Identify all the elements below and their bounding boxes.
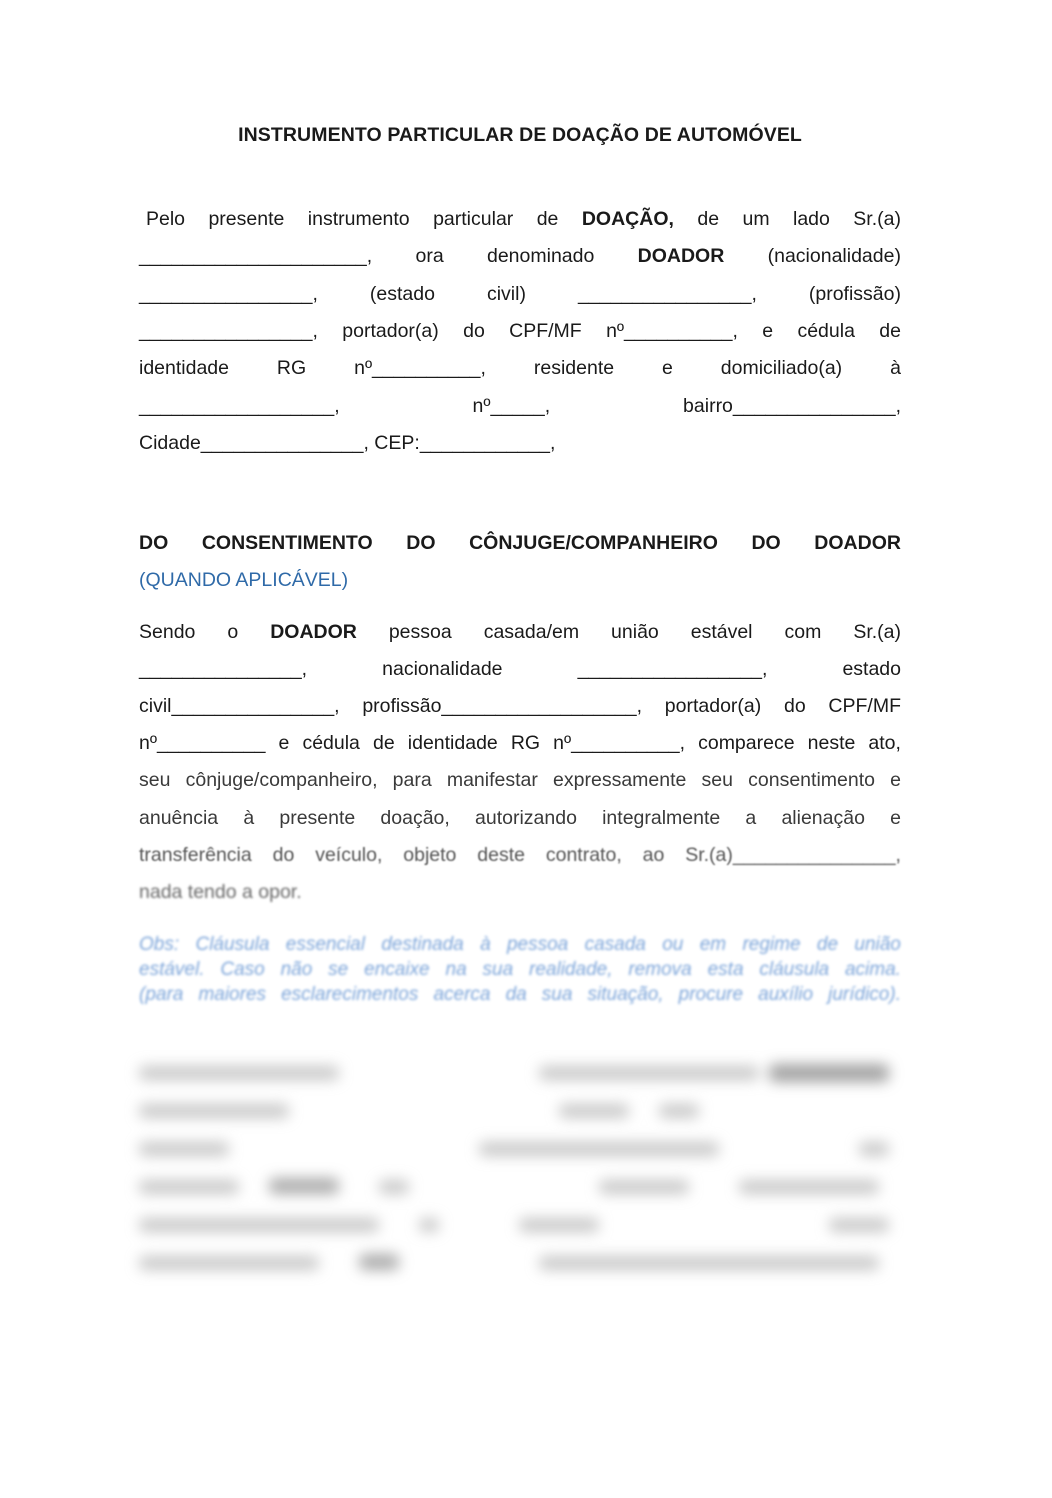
word: e: [890, 806, 901, 829]
word: nº__________,: [553, 732, 686, 755]
intro-line: [139, 320, 901, 346]
heading-word: DO: [139, 532, 169, 554]
word: do: [783, 695, 806, 718]
word: portador(a): [342, 319, 439, 342]
word: particular: [433, 208, 514, 230]
word: regime: [742, 934, 801, 955]
word: comparece: [698, 732, 795, 755]
word: um: [742, 208, 770, 230]
word: Cláusula: [195, 934, 270, 955]
intro-line: [139, 283, 901, 309]
word: RG: [510, 732, 541, 755]
word: expressamente: [553, 769, 687, 792]
body-line: [139, 769, 901, 795]
word: procure: [678, 984, 744, 1005]
word: pessoa: [506, 934, 569, 955]
word: da: [505, 984, 527, 1005]
intro-line: [139, 432, 901, 458]
word: à: [890, 357, 901, 380]
word: não: [280, 959, 313, 980]
word: ________________,: [577, 282, 757, 305]
word: a: [745, 806, 757, 829]
heading-word: DOADOR: [814, 532, 901, 554]
word: RG: [276, 357, 307, 380]
word: identidade: [139, 357, 229, 380]
word: Cidade_______________, CEP:____________,: [139, 431, 556, 454]
heading-word: DO: [406, 532, 436, 554]
intro-line: [139, 395, 901, 421]
word: se: [328, 959, 349, 980]
body-line: [139, 807, 901, 833]
word: civil_______________,: [139, 695, 340, 718]
word: instrumento: [307, 208, 410, 230]
body-line: [139, 695, 901, 721]
word: integralmente: [602, 806, 721, 829]
body-line: [139, 844, 901, 870]
word: maiores: [198, 984, 267, 1005]
word: de: [697, 208, 720, 230]
word: consentimento: [748, 769, 875, 792]
intro-line: [139, 208, 901, 234]
word: Sr.(a): [853, 208, 901, 230]
word: destinada: [381, 934, 464, 955]
word: doação,: [380, 806, 450, 829]
heading-word: CÔNJUGE/COMPANHEIRO: [469, 532, 718, 554]
body-line: [139, 658, 901, 684]
obs-line: [139, 982, 901, 1007]
word: ________________,: [139, 282, 318, 305]
word: alienação: [781, 806, 865, 829]
word: _______________,: [139, 658, 308, 681]
word: nº__________,: [606, 319, 738, 342]
word: residente: [533, 357, 615, 380]
word: à: [243, 806, 255, 829]
word: de: [879, 319, 901, 342]
word: Sr.(a): [853, 621, 901, 643]
word: ora: [415, 245, 444, 268]
word: (para: [139, 984, 184, 1005]
word: ato,: [868, 732, 901, 755]
word: encaixe: [364, 959, 430, 980]
word: cédula: [797, 319, 855, 342]
word: seu: [139, 769, 171, 792]
word: Sr.(a)_______________,: [685, 843, 901, 866]
word: jurídico).: [828, 984, 901, 1005]
word: Caso: [220, 959, 265, 980]
word: com: [784, 621, 822, 643]
word: para: [392, 769, 432, 792]
obs-line: [139, 957, 901, 982]
word: domiciliado(a): [720, 357, 843, 380]
word: esta: [707, 959, 744, 980]
word: autorizando: [475, 806, 577, 829]
word: _________________,: [577, 658, 768, 681]
word: Pelo: [146, 208, 186, 230]
word: CPF/MF: [828, 695, 901, 718]
word: _____________________,: [139, 245, 373, 268]
word: estável.: [139, 959, 205, 980]
word: seu: [701, 769, 733, 792]
word: Obs:: [139, 934, 180, 955]
word: civil): [486, 282, 526, 305]
heading-line: [139, 532, 901, 558]
word: (estado: [369, 282, 435, 305]
word: ao: [642, 843, 665, 866]
word: acerca: [433, 984, 491, 1005]
word: bairro_______________,: [683, 394, 901, 417]
word: (profissão): [808, 282, 901, 305]
word: portador(a): [664, 695, 762, 718]
word: nº_____,: [472, 394, 551, 417]
document-title: INSTRUMENTO PARTICULAR DE DOAÇÃO DE AUTOMÓVEL: [238, 124, 802, 146]
word: transferência: [139, 843, 252, 866]
word: anuência: [139, 806, 219, 829]
word: lado: [792, 208, 830, 230]
obs-line: [139, 932, 901, 957]
word: sua: [482, 959, 514, 980]
word: DOAÇÃO,: [581, 208, 674, 230]
word: nº__________: [139, 732, 266, 755]
word: manifestar: [446, 769, 538, 792]
intro-line: [139, 245, 901, 271]
intro-line: [139, 357, 901, 383]
word: união: [854, 934, 901, 955]
blurred-content: [139, 1048, 901, 1288]
word: nacionalidade: [382, 658, 503, 681]
word: ________________,: [139, 319, 318, 342]
word: situação,: [587, 984, 664, 1005]
word: casada: [584, 934, 646, 955]
word: pessoa: [388, 621, 452, 643]
body-line: [139, 881, 901, 907]
word: união: [611, 621, 659, 643]
word: veículo,: [315, 843, 383, 866]
word: essencial: [285, 934, 365, 955]
word: e: [278, 732, 290, 755]
word: acima.: [844, 959, 901, 980]
word: (nacionalidade): [767, 245, 901, 268]
word: e: [890, 769, 901, 792]
word: ou: [662, 934, 684, 955]
word: sua: [541, 984, 573, 1005]
word: auxílio: [758, 984, 814, 1005]
body-line: [139, 621, 901, 647]
word: __________________,: [139, 394, 340, 417]
section-note-text: (QUANDO APLICÁVEL): [139, 569, 349, 591]
word: cláusula: [759, 959, 830, 980]
word: do: [272, 843, 295, 866]
word: o: [227, 621, 239, 643]
word: em: [699, 934, 727, 955]
word: de: [372, 732, 395, 755]
word: esclarecimentos: [281, 984, 419, 1005]
heading-word: DO: [751, 532, 781, 554]
word: neste: [807, 732, 856, 755]
word: presente: [279, 806, 356, 829]
word: e: [662, 357, 673, 380]
word: do: [463, 319, 485, 342]
word: estável: [690, 621, 753, 643]
word: remova: [628, 959, 692, 980]
word: contrato,: [545, 843, 622, 866]
word: de: [536, 208, 559, 230]
word: realidade,: [529, 959, 613, 980]
word: objeto: [403, 843, 457, 866]
word: de: [816, 934, 839, 955]
word: na: [445, 959, 467, 980]
word: Sendo: [139, 621, 196, 643]
word: profissão__________________,: [362, 695, 643, 718]
word: deste: [477, 843, 525, 866]
body-line: [139, 732, 901, 758]
word: DOADOR: [270, 621, 357, 643]
word: à: [480, 934, 491, 955]
word: nº__________,: [354, 357, 486, 380]
word: casada/em: [483, 621, 580, 643]
heading-word: CONSENTIMENTO: [201, 532, 373, 554]
word: CPF/MF: [509, 319, 582, 342]
word: identidade: [407, 732, 498, 755]
word: presente: [208, 208, 285, 230]
word: estado: [842, 658, 901, 681]
word: e: [762, 319, 774, 342]
word: nada tendo a opor.: [139, 880, 302, 903]
word: denominado: [486, 245, 595, 268]
word: cédula: [302, 732, 360, 755]
word: cônjuge/companheiro,: [185, 769, 378, 792]
word: DOADOR: [637, 245, 725, 268]
